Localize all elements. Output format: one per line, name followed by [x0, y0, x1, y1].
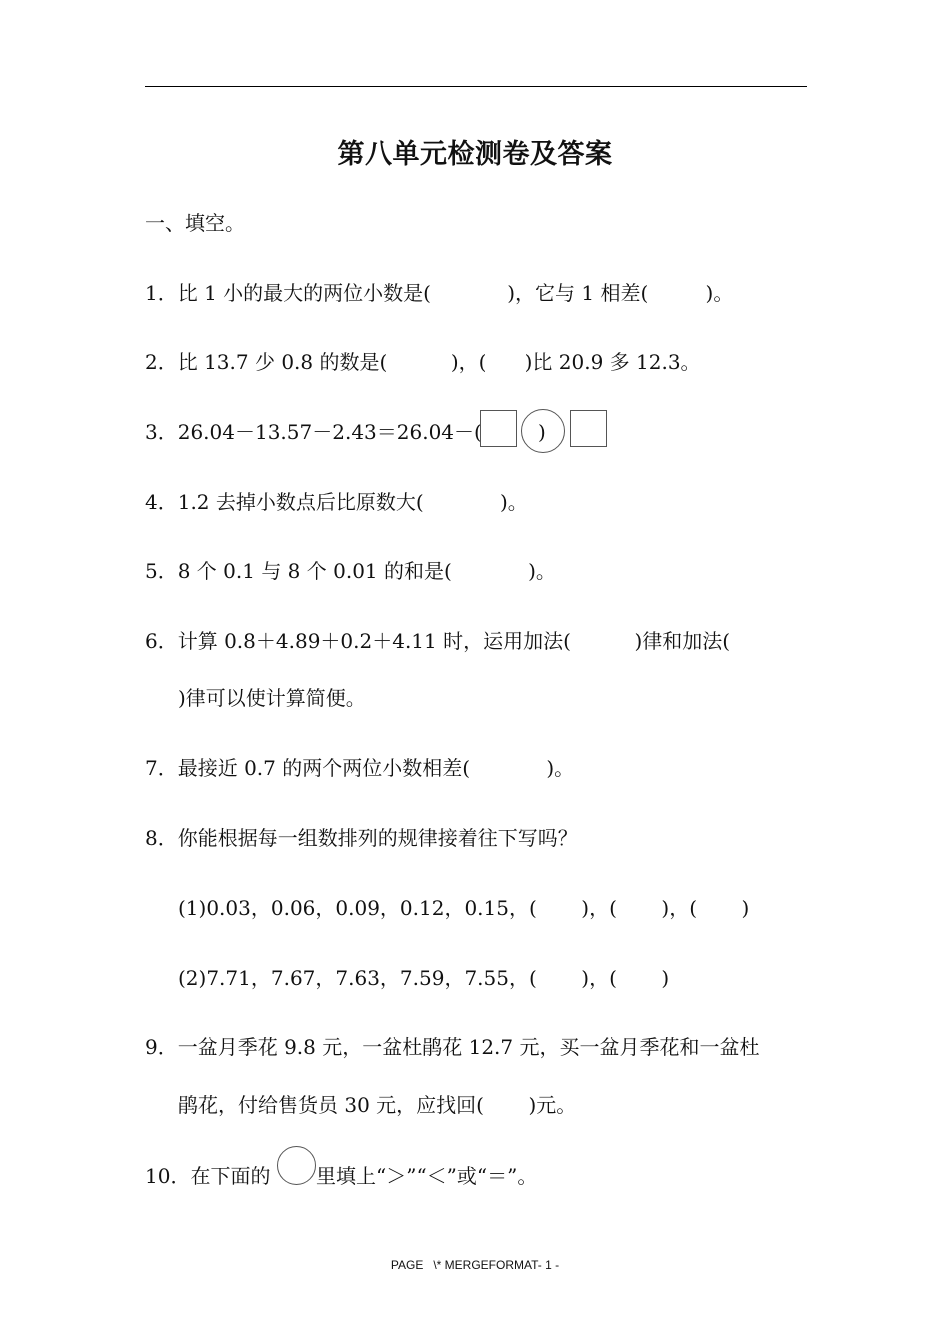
- question-3-text: 3．26.04－13.57－2.43＝26.04－(: [145, 420, 482, 444]
- comparison-circle: [277, 1146, 316, 1185]
- page-title: 第八单元检测卷及答案: [337, 139, 613, 170]
- question-9-line-1: 9．一盆月季花 9.8 元，一盆杜鹃花 12.7 元，买一盆月季花和一盆杜: [145, 1035, 760, 1059]
- question-8-part-1: (1)0.03，0.06，0.09，0.12，0.15，( )，( )，( ): [178, 896, 750, 920]
- question-7: 7．最接近 0.7 的两个两位小数相差( )。: [145, 756, 575, 780]
- answer-box-right: [570, 410, 607, 447]
- question-8: 8．你能根据每一组数排列的规律接着往下写吗？: [145, 826, 578, 850]
- question-4: 4．1.2 去掉小数点后比原数大( )。: [145, 490, 528, 514]
- page-footer: PAGE \* MERGEFORMAT- 1 -: [390, 1258, 560, 1272]
- header-rule: [145, 86, 807, 87]
- question-8-part-2: (2)7.71，7.67，7.63，7.59，7.55，( )，( ): [178, 966, 670, 990]
- question-6-line-2: )律可以使计算简便。: [178, 686, 366, 710]
- question-9-line-2: 鹃花，付给售货员 30 元，应找回( )元。: [178, 1093, 577, 1117]
- section-heading: 一、填空。: [145, 211, 245, 235]
- question-10-suffix: 里填上“＞”“＜”或“＝”。: [316, 1164, 538, 1188]
- question-10-text: 10．在下面的: [145, 1164, 271, 1188]
- question-6-line-1: 6．计算 0.8＋4.89＋0.2＋4.11 时，运用加法( )律和加法(: [145, 629, 731, 653]
- question-3-paren: ): [538, 420, 546, 444]
- question-5: 5．8 个 0.1 与 8 个 0.01 的和是( )。: [145, 559, 556, 583]
- question-2: 2．比 13.7 少 0.8 的数是( )，( )比 20.9 多 12.3。: [145, 350, 701, 374]
- answer-box-left: [480, 410, 517, 447]
- question-1: 1．比 1 小的最大的两位小数是( )，它与 1 相差( )。: [145, 281, 734, 305]
